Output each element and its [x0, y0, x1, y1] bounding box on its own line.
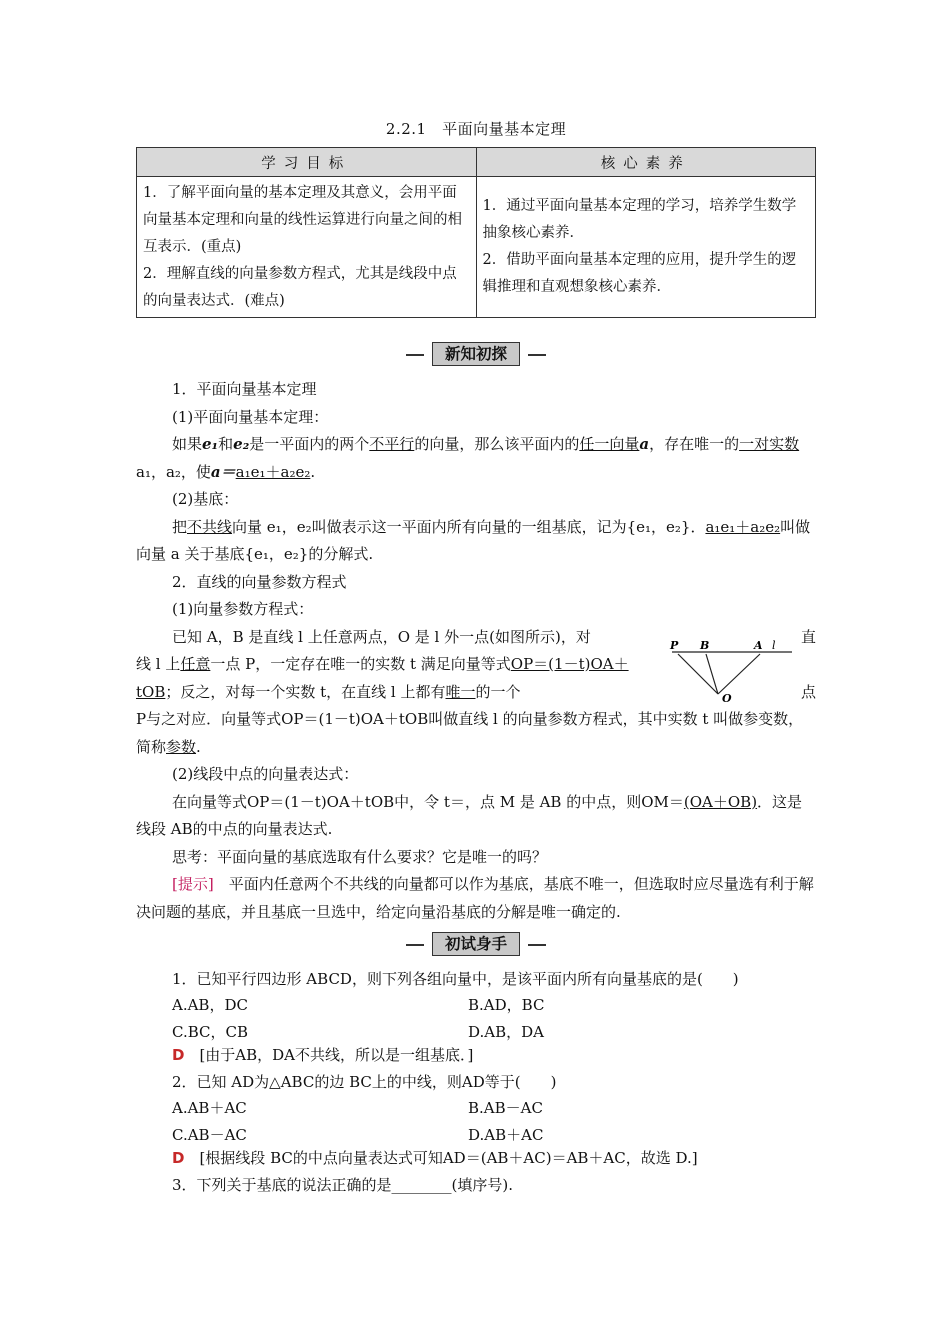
- midpoint-paragraph: 在向量等式OP＝(1－t)OA＋tOB中，令 t＝，点 M 是 AB 的中点，则OM＝(OA＋OB)．这是线段 AB的中点的向量表达式.: [136, 792, 803, 838]
- answer-1: D [由于AB，DA不共线，所以是一组基底．]: [172, 1045, 474, 1064]
- heading-1a: (1)平面向量基本定理：: [172, 407, 329, 426]
- heading-1: 1．平面向量基本定理: [172, 380, 317, 398]
- question-1-options-row2: C.BC，CB D.AB，DA: [172, 1022, 544, 1041]
- question-3: 3．下列关于基底的说法正确的是________(填序号).: [172, 1176, 514, 1194]
- objective-right-2: 2．借助平面向量基本定理的应用，提升学生的逻辑推理和直观想象核心素养．: [482, 252, 797, 295]
- question-1-options-row1: A.AB，DC B.AD，BC: [172, 995, 545, 1014]
- label-b: B: [700, 639, 710, 652]
- section-banner-new-knowledge: 新知初探: [136, 342, 816, 368]
- heading-2: 2．直线的向量参数方程式: [172, 572, 347, 591]
- label-o: O: [722, 692, 732, 705]
- label-l: l: [772, 639, 776, 652]
- hint-label: [提示]: [172, 875, 214, 893]
- objectives-header-core: 核心素养: [476, 148, 816, 177]
- line-vector-figure: [668, 636, 796, 706]
- question-2: 2．已知 AD为△ABC的边 BC上的中线，则AD等于( ): [172, 1073, 557, 1091]
- label-a: A: [754, 639, 763, 652]
- objective-left-1: 1．了解平面向量的基本定理及其意义，会用平面向量基本定理和向量的线性运算进行向量之间的相互表示．(重点): [143, 184, 462, 255]
- heading-1b: (2)基底：: [172, 490, 239, 508]
- heading-2b: (2)线段中点的向量表达式：: [172, 765, 359, 783]
- theorem-paragraph: 如果e₁和e₂是一平面内的两个不平行的向量，那么该平面内的任一向量a，存在唯一的一对实数a₁，a₂，使a＝a₁e₁＋a₂e₂.: [136, 435, 800, 481]
- answer-2: D [根据线段 BC的中点向量表达式可知AD＝(AB＋AC)＝AB＋AC，故选 D.]: [172, 1148, 698, 1167]
- page-title: 2.2.1 平面向量基本定理: [385, 120, 567, 138]
- objective-right-1: 1．通过平面向量基本定理的学习，培养学生数学抽象核心素养．: [482, 198, 797, 241]
- basis-paragraph: 把不共线向量 e₁，e₂叫做表示这一平面内所有向量的一组基底，记为{e₁，e₂}．a₁e₁＋a₂e₂叫做向量 a 关于基底{e₁，e₂}的分解式.: [136, 517, 811, 563]
- heading-2a: (1)向量参数方程式：: [172, 600, 314, 618]
- objectives-header-learning: 学习目标: [137, 148, 477, 177]
- objectives-table: [136, 147, 816, 318]
- question-1: 1．已知平行四边形 ABCD，则下列各组向量中，是该平面内所有向量基底的是( ): [172, 970, 739, 988]
- question-2-options-row2: C.AB－AC D.AB＋AC: [172, 1125, 544, 1144]
- objective-left-2: 2．理解直线的向量参数方程式，尤其是线段中点的向量表达式．(难点): [143, 265, 457, 309]
- hint-paragraph: [提示] 平面内任意两个不共线的向量都可以作为基底，基底不唯一，但选取时应尽量选有利于解决问题的基底，并且基底一旦选中，给定向量沿基底的分解是唯一确定的.: [136, 875, 814, 921]
- section-banner-first-try: 初试身手: [136, 932, 816, 958]
- question-2-options-row1: A.AB＋AC B.AB－AC: [172, 1098, 543, 1117]
- vector-oa: [718, 654, 760, 694]
- think-question: 思考：平面向量的基底选取有什么要求？它是唯一的吗？: [172, 847, 548, 866]
- parametric-paragraph: 已知 A，B 是直线 l 上任意两点，O 是 l 外一点(如图所示)，对 直 线 l 上任意一点 P，一定存在唯一的实数 t 满足向量等式OP＝(1－t)OA＋tOB；反之，对每一个实数 t，在直线 l 上都有唯一的一个 点 P与之对应．向量等式OP＝(1－t)OA＋tOB叫做直线 l 的向量参数方程式，其中实数 t 叫做参变数，简称参数.: [136, 627, 816, 756]
- label-p: P: [670, 639, 679, 652]
